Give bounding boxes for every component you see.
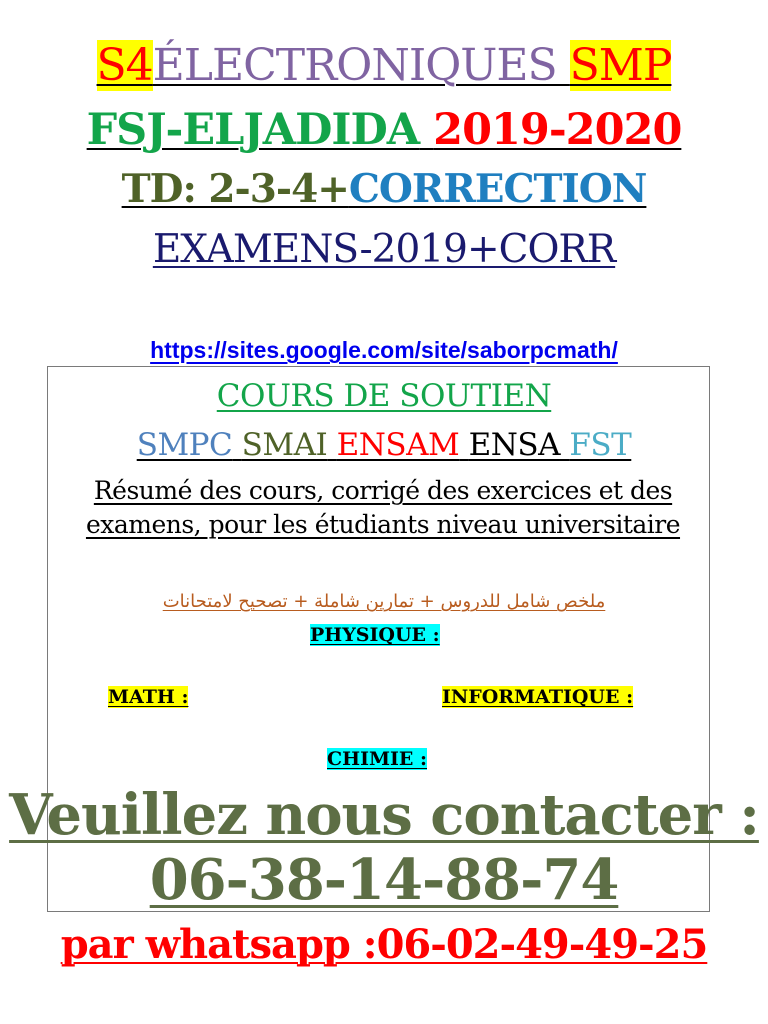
td-label: TD: 2-3-4+ [121,166,349,212]
program-smai: SMAI [241,427,328,463]
support-title: COURS DE SOUTIEN [216,378,552,414]
title-suffix: SMP [569,40,672,91]
service-description: Résumé des cours, corrigé des exercices et des examens, pour les étudiants niveau universitaire [85,476,681,539]
title-line-3 [0,165,768,213]
subject-chimie: CHIMIE : [327,748,427,770]
subject-physique: PHYSIQUE : [310,624,440,646]
title-line-2 [0,104,768,156]
program-ensam: ENSAM [336,427,460,463]
title-subject: ÉLECTRONIQUES [152,40,570,91]
exams-title: EXAMENS-2019+CORR [152,227,616,272]
school-year: 2019-2020 [433,105,682,155]
contact-phone[interactable]: 06-38-14-88-74 [149,847,619,913]
school-name: FSJ-ELJADIDA [86,105,420,155]
program-fst: FST [569,427,632,463]
subject-informatique: INFORMATIQUE : [442,686,634,708]
correction-label: CORRECTION [348,166,647,212]
arabic-description: ملخص شامل للدروس + تمارين شاملة + تصحيح لامتحانات [162,591,606,612]
title-prefix: S4 [96,40,153,91]
school-year-space [419,105,433,155]
whatsapp-contact[interactable]: par whatsapp :06-02-49-49-25 [60,921,708,968]
program-ensa: ENSA [468,427,560,463]
title-line-1 [0,38,768,94]
site-link[interactable]: https://sites.google.com/site/saborpcmath/ [150,337,618,363]
contact-heading: Veuillez nous contacter : [9,782,759,848]
subject-math: MATH : [108,686,189,708]
programs-line [0,425,768,465]
program-smpc: SMPC [136,427,233,463]
